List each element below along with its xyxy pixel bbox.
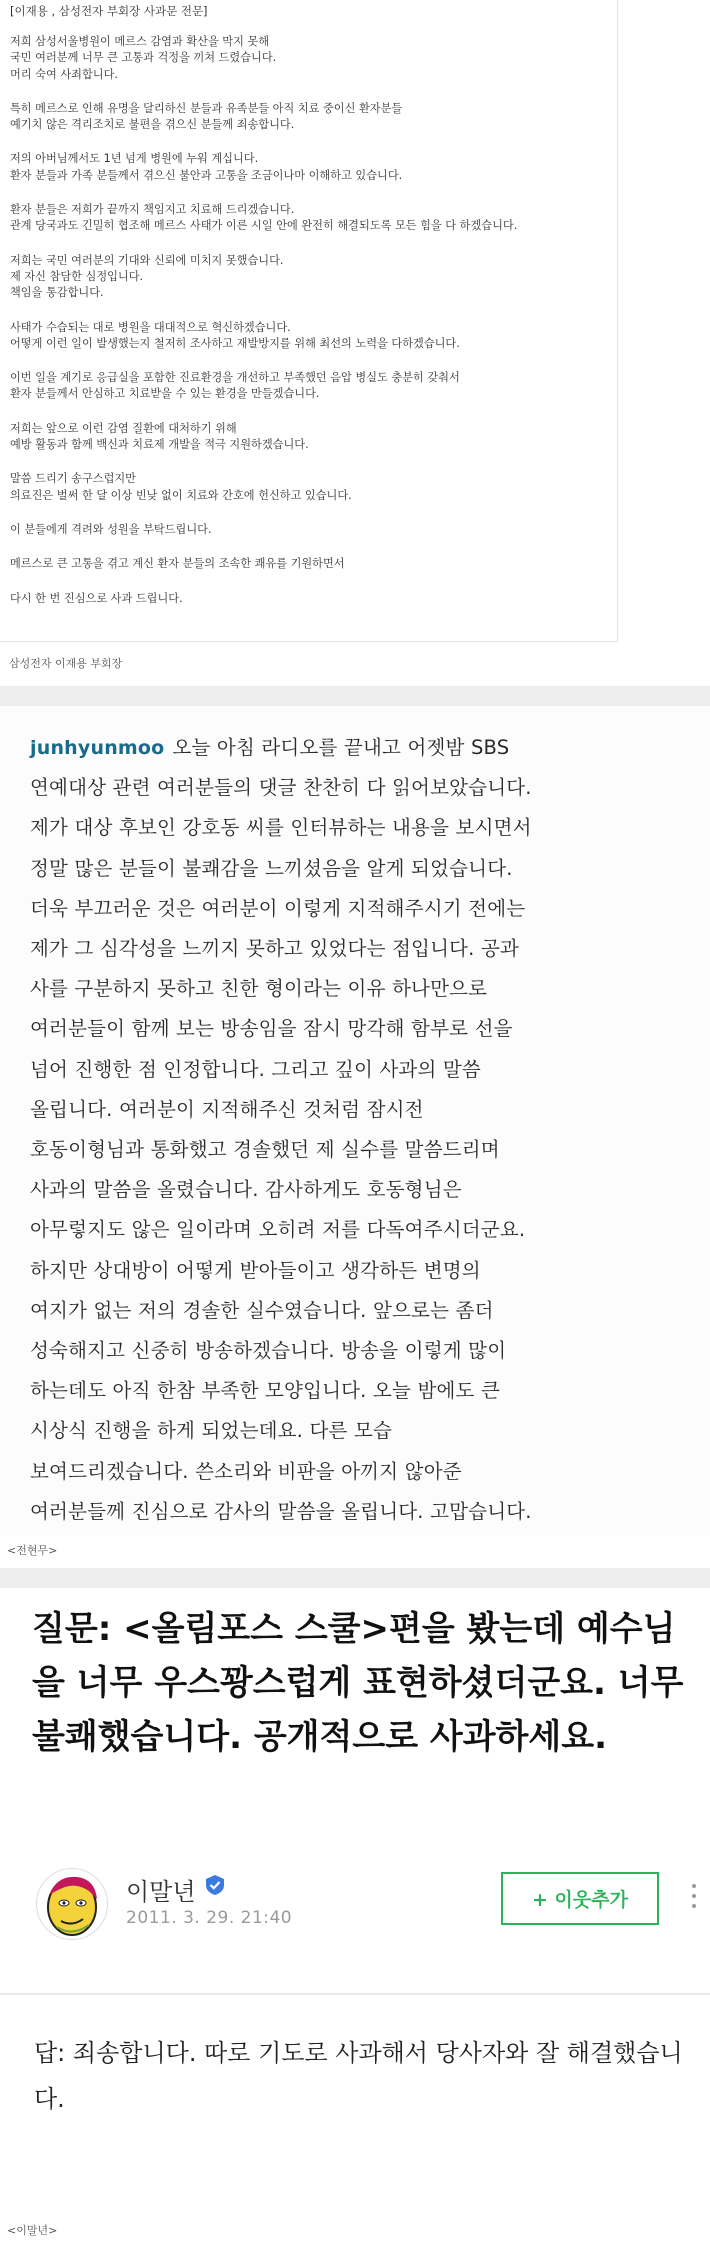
post-line-text: 여러분들께 진심으로 감사의 말씀을 올립니다. 고맙습니다. — [30, 1499, 532, 1523]
statement-caption: 삼성전자 이재용 부회장 — [9, 657, 123, 670]
statement-paragraph — [10, 101, 617, 134]
statement-paragraph — [10, 591, 617, 607]
post-date: 2011. 3. 29. 21:40 — [126, 1908, 293, 1928]
post-line-text: 넘어 진행한 점 인정합니다. 그리고 깊이 사과의 말씀 — [30, 1057, 481, 1081]
post-line-text: 보여드리겠습니다. 쓴소리와 비판을 아끼지 않아준 — [30, 1459, 462, 1483]
statement-line: 책임을 통감합니다. — [10, 286, 104, 300]
statement-line: 제 자신 참담한 심정입니다. — [10, 269, 144, 283]
section-divider — [0, 686, 710, 706]
post-line-text: 성숙해지고 신중히 방송하겠습니다. 방송을 이렇게 많이 — [30, 1339, 507, 1363]
statement-line: 저희는 국민 여러분의 기대와 신뢰에 미치지 못했습니다. — [10, 253, 284, 267]
verified-badge-icon — [204, 1874, 226, 1896]
statement-line: 메르스로 큰 고통을 겪고 계신 환자 분들의 조속한 쾌유를 기원하면서 — [10, 557, 345, 571]
post-line-text: 오늘 아침 라디오를 끝내고 어젯밤 SBS — [172, 736, 510, 759]
statement-line: 어떻게 이런 일이 발생했는지 철저히 조사하고 재발방지를 위해 최선의 노력을 다하겠습니다. — [10, 336, 460, 350]
cartoon-face-icon — [37, 1869, 107, 1939]
post-line — [30, 808, 690, 848]
statement-line: 사태가 수습되는 대로 병원을 대대적으로 혁신하겠습니다. — [10, 320, 291, 334]
statement-paragraph — [10, 370, 617, 403]
post-line-text: 시상식 진행을 하게 되었는데요. 다른 모습 — [30, 1419, 393, 1443]
post-line — [30, 1130, 690, 1170]
statement-line: 머리 숙여 사죄합니다. — [10, 67, 118, 81]
statement-line: 저의 아버님께서도 1년 넘게 병원에 누워 계십니다. — [10, 152, 259, 166]
post-caption: <전현무> — [7, 1544, 58, 1557]
statement-line: 이번 일을 계기로 응급실을 포함한 진료환경을 개선하고 부족했던 음압 병실도 충분히 갖춰서 — [10, 371, 460, 385]
post-line — [30, 849, 690, 889]
post-line — [30, 1251, 690, 1291]
post-line — [30, 728, 690, 768]
statement-paragraph — [10, 253, 617, 302]
statement-line: 관계 당국과도 긴밀히 협조해 메르스 사태가 이른 시일 안에 완전히 해결되도록 모든 힘을 다 하겠습니다. — [10, 219, 518, 233]
post-line — [30, 969, 690, 1009]
statement-line: 다시 한 번 진심으로 사과 드립니다. — [10, 591, 183, 605]
post-line-text: 여러분들이 함께 보는 방송임을 잠시 망각해 함부로 선을 — [30, 1017, 513, 1041]
post-line-text: 연예대상 관련 여러분들의 댓글 찬찬히 다 읽어보았습니다. — [30, 776, 532, 800]
post-line — [30, 1291, 690, 1331]
post-line-text: 제가 대상 후보인 강호동 씨를 인터뷰하는 내용을 보시면서 — [30, 816, 532, 840]
statement-paragraph — [10, 320, 617, 353]
statement-paragraph — [10, 556, 617, 572]
post-line — [30, 929, 690, 969]
divider — [0, 1993, 710, 1995]
post-line — [30, 768, 690, 808]
post-line-text: 올립니다. 여러분이 지적해주신 것처럼 잠시전 — [30, 1097, 424, 1121]
answer-text: 답: 죄송합니다. 따로 기도로 사과해서 당사자와 잘 해결했습니다. — [34, 2039, 683, 2113]
post-text — [30, 728, 690, 1532]
statement-line: 국민 여러분께 너무 큰 고통과 걱정을 끼쳐 드렸습니다. — [10, 51, 277, 65]
statement-line: 저희 삼성서울병원이 메르스 감염과 확산을 막지 못해 — [10, 35, 270, 48]
statement-line: 이 분들에게 격려와 성원을 부탁드립니다. — [10, 522, 212, 536]
post-line — [30, 1492, 690, 1532]
post-line — [30, 1452, 690, 1492]
avatar[interactable] — [36, 1868, 108, 1940]
post-line — [30, 1050, 690, 1090]
statement-panel — [0, 0, 618, 642]
post-line-text: 사과의 말씀을 올렸습니다. 감사하게도 호동형님은 — [30, 1178, 462, 1202]
statement-paragraph — [10, 151, 617, 184]
statement-body — [10, 34, 617, 607]
statement-paragraph — [10, 522, 617, 538]
statement-line: 의료진은 벌써 한 달 이상 빈낮 없이 치료와 간호에 헌신하고 있습니다. — [10, 488, 352, 502]
post-line — [30, 1170, 690, 1210]
post-line-text: 여지가 없는 저의 경솔한 실수였습니다. 앞으로는 좀더 — [30, 1298, 494, 1322]
statement-line: 환자 분들께서 안심하고 치료받을 수 있는 환경을 만들겠습니다. — [10, 387, 320, 401]
more-options-icon[interactable] — [690, 1880, 698, 1920]
post-line — [30, 1411, 690, 1451]
statement-title: [이재용 , 삼성전자 부회장 사과문 전문] — [10, 4, 208, 18]
statement-line: 환자 분들과 가족 분들께서 겪으신 불안과 고통을 조금이나마 이해하고 있습니다. — [10, 168, 403, 182]
post-line-text: 더욱 부끄러운 것은 여러분이 이렇게 지적해주시기 전에는 — [30, 896, 526, 920]
post-line — [30, 1009, 690, 1049]
post-line-text: 하는데도 아직 한참 부족한 모양입니다. 오늘 밤에도 큰 — [30, 1379, 501, 1403]
post-line-text: 하지만 상대방이 어떻게 받아들이고 생각하든 변명의 — [30, 1258, 481, 1282]
statement-paragraph — [10, 421, 617, 454]
blog-caption: <이말년> — [7, 2224, 58, 2237]
blog-post-panel — [0, 1588, 710, 2243]
statement-line: 말씀 드리기 송구스럽지만 — [10, 472, 136, 486]
statement-line: 예기치 않은 격리조치로 불편을 겪으신 분들께 죄송합니다. — [10, 118, 295, 132]
post-line-text: 제가 그 심각성을 느끼지 못하고 있었다는 점입니다. 공과 — [30, 937, 520, 961]
question-text: 질문: <올림포스 스쿨>편을 봤는데 예수님을 너무 우스꽝스럽게 표현하셨더군요. 너무 불쾌했습니다. 공개적으로 사과하세요. — [32, 1609, 684, 1757]
post-username[interactable]: junhyunmoo — [30, 737, 165, 759]
author-name[interactable]: 이말년 — [126, 1878, 196, 1906]
post-line — [30, 1371, 690, 1411]
post-line-text: 호동이형님과 통화했고 경솔했던 제 실수를 말씀드리며 — [30, 1138, 500, 1162]
add-neighbor-button[interactable]: + 이웃추가 — [501, 1872, 659, 1925]
post-line — [30, 1331, 690, 1371]
statement-line: 저희는 앞으로 이런 감염 질환에 대처하기 위해 — [10, 421, 237, 435]
post-line-text: 사를 구분하지 못하고 친한 형이라는 이유 하나만으로 — [30, 977, 488, 1001]
post-line — [30, 1210, 690, 1250]
statement-line: 환자 분들은 저희가 끝까지 책임지고 치료해 드리겠습니다. — [10, 203, 295, 217]
statement-line: 특히 메르스로 인해 유명을 달리하신 분들과 유족분들 아직 치료 중이신 환자분들 — [10, 101, 403, 115]
post-line-text: 정말 많은 분들이 불쾌감을 느끼셨음을 알게 되었습니다. — [30, 856, 513, 880]
statement-paragraph — [10, 471, 617, 504]
section-divider — [0, 1568, 710, 1588]
statement-paragraph — [10, 202, 617, 235]
instagram-post-panel — [0, 706, 710, 1535]
post-line-text: 아무렇지도 않은 일이라며 오히려 저를 다독여주시더군요. — [30, 1218, 526, 1242]
statement-paragraph — [10, 34, 617, 83]
post-line — [30, 889, 690, 929]
post-line — [30, 1090, 690, 1130]
statement-line: 예방 활동과 함께 백신과 치료제 개발을 적극 지원하겠습니다. — [10, 438, 309, 452]
